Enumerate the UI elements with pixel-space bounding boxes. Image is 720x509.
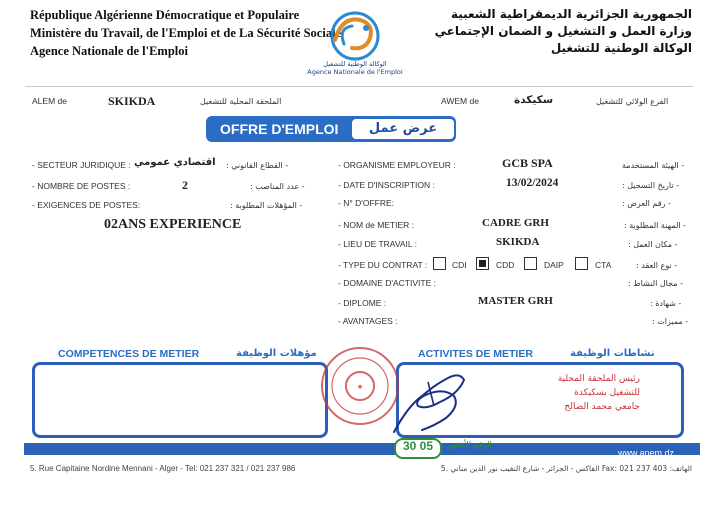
lieu-travail-value: SKIKDA — [496, 236, 540, 248]
nom-metier-value: CADRE GRH — [482, 217, 549, 229]
field-label-ar: - مجال النشاط : — [628, 279, 683, 288]
field-label: - AVANTAGES : — [338, 316, 398, 326]
cta-checkbox[interactable] — [575, 257, 588, 270]
field-label: - LIEU DE TRAVAIL : — [338, 239, 418, 249]
stamp-line: جامعي محمد الصالح — [564, 402, 640, 412]
field-label: - DOMAINE D'ACTIVITE : — [338, 278, 436, 288]
date-inscription-value: 13/02/2024 — [506, 177, 559, 189]
alem-label: ALEM de — [32, 96, 67, 106]
diplome-value: MASTER GRH — [478, 295, 553, 307]
field-label-ar: - المهنة المطلوبة : — [624, 221, 687, 230]
secteur-value: اقتصادي عمومي — [134, 157, 216, 168]
field-label-ar: - مكان العمل : — [628, 240, 678, 249]
field-label: - DIPLOME : — [338, 298, 387, 308]
alem-value: SKIKDA — [108, 94, 156, 108]
stamp-text — [470, 372, 640, 414]
header-arabic — [435, 6, 692, 57]
cdi-checkbox[interactable] — [433, 257, 446, 270]
nombre-postes-value: 2 — [182, 178, 188, 192]
header-ministry-ar: وزارة العمل و التشغيل و الضمان الإجتماعي — [434, 24, 692, 38]
title-arabic: عرض عمل — [368, 121, 438, 136]
cdi-label: CDI — [452, 260, 467, 270]
address-fr: 5. Rue Capitaine Nordine Mennani - Alger - Tel: 021 237 321 / 021 237 986 — [30, 464, 296, 473]
field-label: - NOM de METIER : — [338, 220, 415, 230]
field-label: - EXIGENCES DE POSTES: — [32, 200, 141, 210]
field-label-ar: - رقم العرض : — [622, 199, 671, 208]
field-label: - DATE D'INSCRIPTION : — [338, 180, 435, 190]
header-ministry: Ministère du Travail, de l'Emploi et de La Sécurité Sociale — [30, 26, 342, 40]
field-label-ar: - عدد المناصب : — [250, 182, 305, 191]
awem-value: سكيكدة — [514, 94, 554, 106]
header-republic: République Algérienne Démocratique et Populaire — [30, 8, 300, 22]
alem-label-ar: الملحقة المحلية للتشغيل — [200, 97, 282, 106]
field-label-ar: - شهادة : — [650, 299, 682, 308]
organisme-value: GCB SPA — [502, 156, 553, 170]
header-divider — [25, 86, 693, 87]
header-agency: Agence Nationale de l'Emploi — [30, 44, 188, 58]
footer-bar — [24, 443, 700, 455]
cdd-checkbox[interactable] — [476, 257, 489, 270]
awem-label: AWEM de — [441, 96, 479, 106]
competences-box[interactable] — [32, 362, 328, 438]
field-label: - NOMBRE DE POSTES : — [32, 181, 131, 191]
competences-title-ar: مؤهلات الوظيفة — [236, 348, 317, 359]
header-republic-ar: الجمهورية الجزائرية الديمقراطية الشعبية — [450, 7, 692, 21]
cta-label: CTA — [595, 260, 612, 270]
field-label: - N° D'OFFRE: — [338, 198, 395, 208]
activites-title: ACTIVITES DE METIER — [418, 348, 533, 360]
daip-label: DAIP — [544, 260, 564, 270]
field-label-ar: - الهيئة المستخدمة — [622, 161, 685, 170]
svg-text:✦: ✦ — [356, 383, 364, 393]
field-label: - SECTEUR JURIDIQUE : — [32, 160, 131, 170]
cdd-label: CDD — [496, 260, 515, 270]
field-label-ar: - مميزات : — [652, 317, 689, 326]
field-label-ar: - القطاع القانوني : — [226, 161, 289, 170]
field-label-ar: - تاريخ التسجيل : — [622, 181, 679, 190]
stamp-line: رئيس الملحقة المحلية — [557, 374, 640, 384]
address-ar: الهاتف: Fax: 021 237 403 الفاكس - الجزائر - شارع النقيب نور الدين مناني .5 — [440, 464, 692, 473]
green-number: 30 05 — [402, 439, 434, 453]
field-label-ar: - المؤهلات المطلوبة : — [230, 201, 303, 210]
activites-title-ar: نشاطات الوظيفة — [570, 348, 655, 359]
field-label: - ORGANISME EMPLOYEUR : — [338, 160, 456, 170]
logo-caption-ar: الوكالة الوطنية للتشغيل — [323, 60, 387, 68]
header-french — [30, 6, 341, 60]
competences-title: COMPETENCES DE METIER — [58, 348, 200, 360]
exigences-value: 02ANS EXPERIENCE — [104, 217, 242, 232]
awem-label-ar: الفرع الولائي للتشغيل — [596, 97, 669, 106]
green-number-label-ar: الرقم الأخضر — [448, 440, 492, 449]
signature-icon — [388, 366, 472, 440]
header-agency-ar: الوكالة الوطنية للتشغيل — [550, 41, 692, 55]
logo-caption-fr: Agence Nationale de l'Emploi — [307, 68, 403, 76]
daip-checkbox[interactable] — [524, 257, 537, 270]
contract-label: - TYPE DU CONTRAT : — [338, 260, 428, 270]
stamp-line: للتشغيل بسكيكدة — [574, 388, 640, 398]
title-french: OFFRE D'EMPLOI — [220, 121, 339, 137]
contract-label-ar: - نوع العقد : — [636, 261, 678, 270]
website-link[interactable]: www.anem.dz — [618, 448, 675, 458]
